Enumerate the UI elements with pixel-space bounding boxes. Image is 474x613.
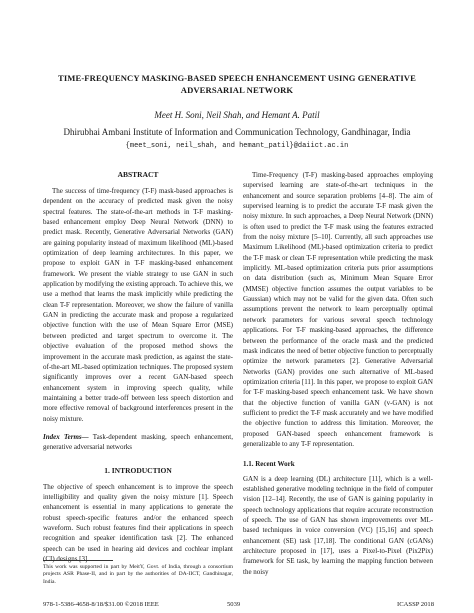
left-column — [43, 170, 233, 564]
footer-isbn: 978-1-5386-4658-8/18/$31.00 ©2018 IEEE — [43, 601, 159, 608]
intro-heading: 1. INTRODUCTION — [104, 465, 172, 475]
footnote: This work was supported in part by MeitY, Govt. of India, through a consortium projects ASR Phase-II, and in part by the authorities of DA-IICT, Gandhinagar, India. — [43, 564, 233, 585]
index-terms-label: Index Terms— — [43, 432, 89, 441]
paper-affiliation: Dhirubhai Ambani Institute of Information and Communication Technology, Gandhinagar, India — [63, 127, 411, 137]
footer-page-number: 5039 — [227, 601, 241, 608]
footer-conference: ICASSP 2018 — [397, 601, 434, 608]
right-column — [243, 170, 433, 577]
paper-email: {meet_soni, neil_shah, and hemant_patil}@daiict.ac.in — [125, 142, 349, 150]
paper-authors: Meet H. Soni, Neil Shah, and Hemant A. Patil — [154, 110, 320, 120]
abstract-heading: ABSTRACT — [117, 170, 159, 179]
paper-title: TIME-FREQUENCY MASKING-BASED SPEECH ENHANCEMENT USING GENERATIVE ADVERSARIAL NETWORK — [58, 73, 416, 95]
footnote-rule — [43, 560, 113, 561]
recent-work-heading: 1.1. Recent Work — [243, 460, 295, 469]
index-terms — [43, 432, 233, 453]
abstract-text: The success of time-frequency (T-F) mask-based approaches is dependent on the accuracy of predicted mask given the noisy spectral features. The state-of-the-art methods in T-F masking-based enhancement employ Deep Neural Network (DNN) to predict mask. Recently, Generative Adversarial Networks (GAN) are gaining popularity instead of maximum likelihood (ML)-based optimization of deep learning architectures. In this paper, we propose to exploit GAN in T-F masking-based enhancement framework. We present the viable strategy to use GAN in such application by modifying the existing approach. To achieve this, we use a method that learns the mask implicitly while predicting the clean T-F representation. Moreover, we show the failure of vanilla GAN in predicting the accurate mask and propose a regularized objective function with the use of Mean Square Error (MSE) between predicted and target spectrum to overcome it. The objective evaluation of the proposed method shows the improvement in the accurate mask prediction, as against the state-of-the-art ML-based optimization techniques. The proposed system significantly improves over a recent GAN-based speech enhancement system in improving speech quality, while maintaining a better trade-off between less speech distortion and more effective removal of background interferences present in the noisy mixture. — [43, 187, 233, 423]
index-terms-text: Task-dependent masking, speech enhancement, generative adversarial networks — [43, 432, 234, 452]
right-paragraph-1: Time-Frequency (T-F) masking-based approaches employing supervised learning are state-of-the-art techniques in the enhancement and source separation problems [4–8]. The aim of supervised learning is to predict the accurate T-F mask given the noisy mixture. In such approaches, a Deep Neural Network (DNN) is often used to predict the T-F mask using the features extracted from the noisy mixture [5–10]. Currently, all such approaches use Maximum Likelihood (ML)-based optimization criteria to predict the T-F mask or clean T-F representation while predicting the mask implicitly. ML-based optimization criteria puts prior assumptions on data distribution (such as, Minimum Mean Square Error (MMSE) objective function assumes the output variables to be Gaussian) which may not be valid for the given data. Often such assumptions prevent the network to learn perceptually optimal network parameters for various several speech technology applications. For T-F masking-based approaches, the difference between the performance of the oracle mask and the predicted mask indicates the need of better objective function to perceptually optimize the network parameters [2]. Generative Adversarial Networks (GAN) provides one such alternative of ML-based optimization criteria [11]. In this paper, we propose to exploit GAN for T-F masking-based speech enhancement task. We have shown that the objective function of vanilla GAN (v-GAN) is not sufficient to predict the T-F mask accurately and we have modified the objective function to address this limitation. Moreover, the proposed GAN-based speech enhancement framework is generalizable to any T-F representation. — [243, 171, 433, 448]
intro-text: The objective of speech enhancement is to improve the speech intelligibility and quality given the noisy mixture [1]. Speech enhancement is essential in many applications to generate the robust speech-specific features and/or the enhanced speech waveform. Such robust features find their applications in speech recognition and speaker identification task [2]. The enhanced speech can be used in hearing aid devices and cochlear implant (CI) designs [3]. — [43, 482, 233, 563]
right-paragraph-2: GAN is a deep learning (DL) architecture [11], which is a well-established generative modeling technique in the field of computer vision [12–14]. Recently, the use of GAN is gaining popularity in speech technology applications that require accurate reconstruction of speech. The use of GAN has shown improvements over ML-based techniques in voice conversion (VC) [15,16] and speech enhancement (SE) task [17,18]. The conditional GAN (cGANs) architecture proposed in [17], uses a Pixel-to-Pixel (Pix2Pix) framework for SE task, by learning the mapping function between the noisy — [243, 474, 433, 576]
